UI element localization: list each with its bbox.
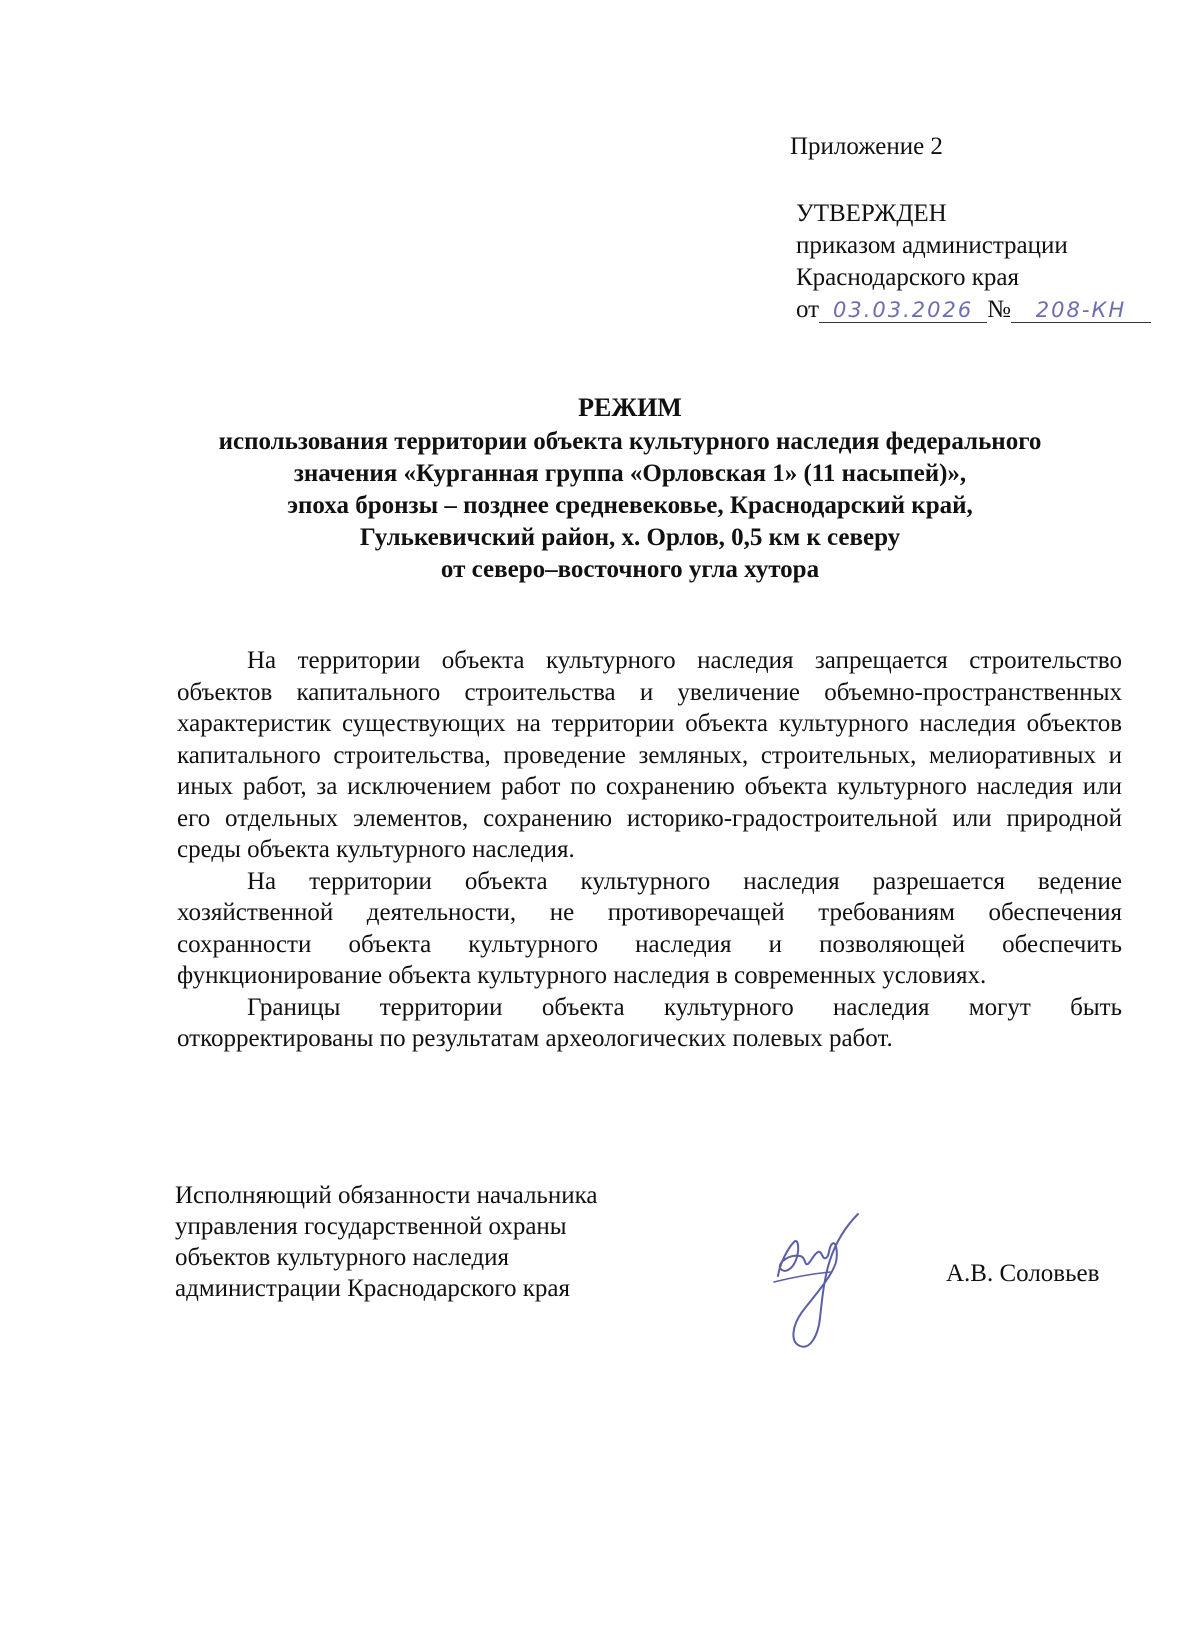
order-number-value: 208-КН [1035, 298, 1127, 322]
approval-stamp-block [796, 198, 1151, 326]
position-line-2: управления государственной охраны [175, 1213, 567, 1240]
approved-by-line-1: приказом администрации [796, 232, 1068, 259]
title-line-4: Гулькевичский район, х. Орлов, 0,5 км к северу [359, 524, 901, 551]
order-date-number-line [796, 294, 1151, 326]
signature-stroke [778, 1214, 858, 1347]
body-paragraph-3: Границы территории объекта культурного наследия могут быть откорректированы по результатам археологических полевых работ. [177, 993, 1122, 1052]
number-prefix: № [987, 296, 1011, 323]
title-line-1: использования территории объекта культурного наследия федерального [218, 428, 1042, 455]
title-line-3: эпоха бронзы – позднее средневековье, Краснодарский край, [287, 492, 973, 519]
title-line-2: значения «Курганная группа «Орловская 1» (11 насыпей)», [293, 460, 967, 487]
document-body [177, 645, 1122, 1055]
body-paragraph-2: На территории объекта культурного наследия разрешается ведение хозяйственной деятельности, не противоречащей требованиям обеспечения сохранности объекта культурного наследия и позволяющей обеспечить функционирование объекта культурного наследия в современных условиях. [177, 867, 1122, 989]
position-line-1: Исполняющий обязанности начальника [175, 1182, 598, 1209]
order-date-field [819, 298, 987, 323]
signatory-position-block [175, 1180, 597, 1304]
approved-by-line-2: Краснодарского края [796, 264, 1019, 291]
document-title-block [130, 392, 1130, 586]
date-prefix: от [796, 296, 820, 323]
body-paragraph-1: На территории объекта культурного наследия запрещается строительство объектов капитального строительства и увеличение объемно-пространственных характеристик существующих на территории объекта культурного наследия объектов капитального строительства, проведение земляных, строительных, мелиоративных и иных работ, за исключением работ по сохранению объекта культурного наследия или его отдельных элементов, сохранению историко-градостроительной или природной среды объекта культурного наследия. [177, 647, 1122, 863]
appendix-label: Приложение 2 [790, 133, 943, 160]
position-line-3: объектов культурного наследия [175, 1244, 509, 1271]
position-line-4: администрации Краснодарского края [175, 1275, 571, 1302]
order-number-field [1011, 298, 1151, 323]
title-line-5: от северо–восточного угла хутора [440, 556, 820, 583]
handwritten-signature [770, 1208, 880, 1358]
signature-underline-stroke [774, 1272, 830, 1282]
signer-name: А.В. Соловьев [946, 1260, 1100, 1287]
approved-label: УТВЕРЖДЕН [796, 200, 947, 227]
order-date-value: 03.03.2026 [832, 298, 974, 322]
document-title: РЕЖИМ [578, 393, 682, 422]
